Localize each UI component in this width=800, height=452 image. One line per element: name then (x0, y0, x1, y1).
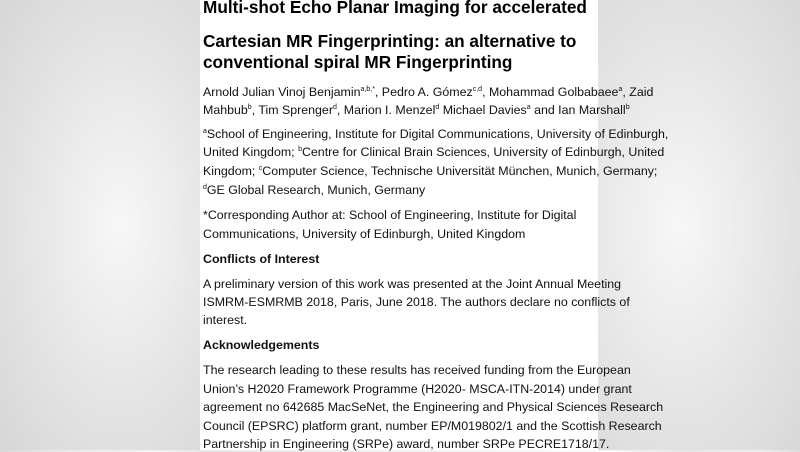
conflicts-heading: Conflicts of Interest (203, 252, 320, 266)
superscript-marker: a,b,* (360, 86, 375, 93)
superscript-marker: a (203, 128, 207, 135)
superscript-marker: d (203, 184, 207, 191)
affiliation-line (203, 126, 668, 142)
text-segment: Centre for Clinical Brain Sciences, University of Edinburgh, United (301, 145, 665, 159)
affiliation-line (203, 144, 664, 160)
superscript-marker: b (625, 104, 630, 111)
text-segment: United Kingdom; (203, 145, 299, 159)
superscript-marker: d (435, 104, 440, 111)
text-segment: , Marion I. Menzel (336, 103, 436, 117)
text-segment: and Ian Marshall (530, 103, 626, 117)
corresponding-author-line: *Corresponding Author at: School of Engineering, Institute for Digital (203, 208, 577, 222)
blurred-background-left (0, 0, 200, 450)
title-line: Cartesian MR Fingerprinting: an alternative to (203, 31, 577, 51)
acknowledgements-text-line: The research leading to these results has received funding from the European (203, 363, 631, 377)
text-segment: GE Global Research, Munich, Germany (206, 183, 426, 197)
text-segment: , Mohammad Golbabaee (482, 85, 619, 99)
conflicts-text-line: ISMRM-ESMRMB 2018, Paris, June 2018. The authors declare no conflicts of (203, 295, 630, 309)
conflicts-text-line: interest. (203, 313, 248, 327)
superscript-marker: c (258, 165, 263, 172)
text-segment: Mahbub (203, 103, 248, 117)
author-line (203, 102, 630, 118)
acknowledgements-text-line: Union’s H2020 Framework Programme (H2020- MSCA-ITN-2014) under grant (203, 382, 632, 396)
paper-page (200, 0, 669, 451)
text-segment: Computer Science, Technische Universität München, Munich, Germany; (262, 164, 658, 178)
superscript-marker: c,d (472, 86, 483, 93)
text-segment: School of Engineering, Institute for Digital Communications, University of Edinburgh, (206, 127, 669, 141)
acknowledgements-heading: Acknowledgements (203, 338, 320, 352)
corresponding-author-line: Communications, University of Edinburgh, United Kingdom (203, 227, 526, 241)
superscript-marker: a (618, 86, 623, 93)
text-segment: Arnold Julian Vinoj Benjamin (203, 85, 361, 99)
acknowledgements-text-line: Partnership in Engineering (SRPe) award, number SRPe PECRE1718/17. (203, 437, 610, 451)
text-segment: Michael Davies (439, 103, 527, 117)
superscript-marker: a (526, 104, 531, 111)
acknowledgements-text-line: agreement no 642685 MacSeNet, the Engineering and Physical Sciences Research (203, 400, 664, 414)
superscript-marker: b (247, 104, 252, 111)
author-line (203, 84, 653, 100)
title-line: conventional spiral MR Fingerprinting (203, 52, 513, 72)
affiliation-line (203, 163, 657, 179)
title-line: Multi-shot Echo Planar Imaging for accelerated (203, 0, 587, 17)
acknowledgements-text-line: Council (EPSRC) platform grant, number EP/M019802/1 and the Scottish Research (203, 419, 662, 433)
affiliation-line (203, 182, 425, 198)
text-segment: , Zaid (622, 85, 654, 99)
superscript-marker: b (298, 146, 302, 153)
text-segment: , Pedro A. Gómez (374, 85, 473, 99)
text-segment: , Tim Sprenger (251, 103, 333, 117)
text-segment: Kingdom; (203, 164, 259, 178)
conflicts-text-line: A preliminary version of this work was presented at the Joint Annual Meeting (203, 277, 622, 291)
superscript-marker: d (332, 104, 337, 111)
